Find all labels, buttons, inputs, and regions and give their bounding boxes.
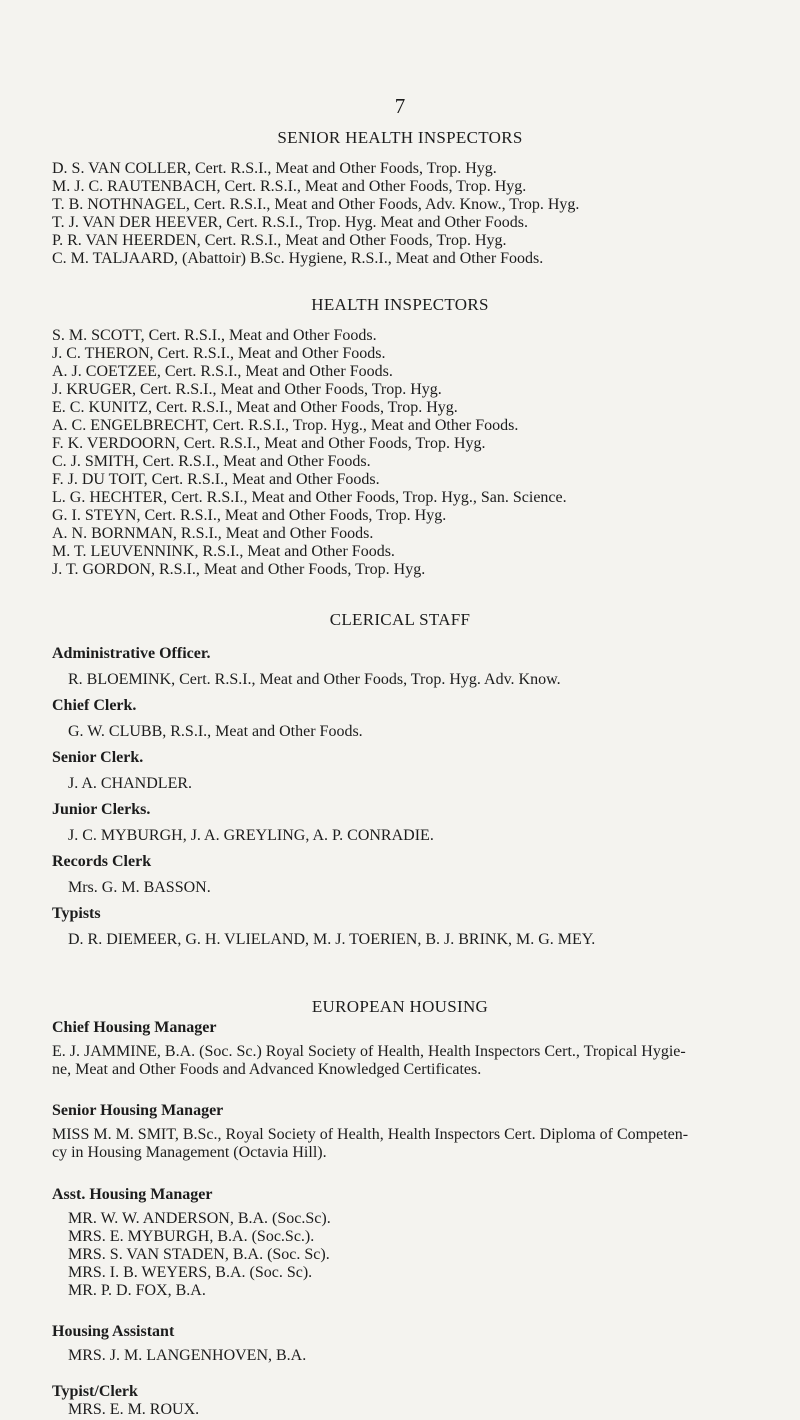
housing-line: MRS. E. M. ROUX.	[68, 1401, 200, 1418]
housing-line: MR. P. D. FOX, B.A.	[68, 1282, 206, 1299]
housing-title-asst-housing-manager: Asst. Housing Manager	[52, 1186, 213, 1203]
senior-inspector-line: D. S. VAN COLLER, Cert. R.S.I., Meat and Other Foods, Trop. Hyg.	[52, 160, 497, 177]
inspector-line: J. C. THERON, Cert. R.S.I., Meat and Other Foods.	[52, 345, 386, 362]
senior-inspector-line: P. R. VAN HEERDEN, Cert. R.S.I., Meat and Other Foods, Trop. Hyg.	[52, 232, 507, 249]
senior-inspector-line: T. B. NOTHNAGEL, Cert. R.S.I., Meat and Other Foods, Adv. Know., Trop. Hyg.	[52, 196, 580, 213]
clerical-line: J. A. CHANDLER.	[68, 775, 193, 792]
clerical-title-typists: Typists	[52, 905, 101, 922]
housing-title-housing-assistant: Housing Assistant	[52, 1323, 175, 1340]
clerical-line: D. R. DIEMEER, G. H. VLIELAND, M. J. TOERIEN, B. J. BRINK, M. G. MEY.	[68, 931, 596, 948]
housing-line: E. J. JAMMINE, B.A. (Soc. Sc.) Royal Society of Health, Health Inspectors Cert., Tropical Hygie-	[52, 1043, 686, 1060]
clerical-title-records-clerk: Records Clerk	[52, 853, 152, 870]
housing-line: MRS. S. VAN STADEN, B.A. (Soc. Sc).	[68, 1246, 330, 1263]
housing-line: cy in Housing Management (Octavia Hill).	[52, 1144, 327, 1161]
clerical-title-senior-clerk: Senior Clerk.	[52, 749, 144, 766]
housing-line: MISS M. M. SMIT, B.Sc., Royal Society of Health, Health Inspectors Cert. Diploma of Competen-	[52, 1126, 689, 1143]
section-heading-senior-health-inspectors: SENIOR HEALTH INSPECTORS	[277, 128, 523, 147]
inspector-line: A. J. COETZEE, Cert. R.S.I., Meat and Other Foods.	[52, 363, 393, 380]
clerical-line: Mrs. G. M. BASSON.	[68, 879, 211, 896]
senior-inspector-line: C. M. TALJAARD, (Abattoir) B.Sc. Hygiene, R.S.I., Meat and Other Foods.	[52, 250, 544, 267]
inspector-line: G. I. STEYN, Cert. R.S.I., Meat and Other Foods, Trop. Hyg.	[52, 507, 447, 524]
inspector-line: M. T. LEUVENNINK, R.S.I., Meat and Other Foods.	[52, 543, 395, 560]
clerical-title-chief-clerk: Chief Clerk.	[52, 697, 137, 714]
housing-line: MRS. J. M. LANGENHOVEN, B.A.	[68, 1347, 307, 1364]
inspector-line: F. K. VERDOORN, Cert. R.S.I., Meat and Other Foods, Trop. Hyg.	[52, 435, 486, 452]
housing-line: MRS. E. MYBURGH, B.A. (Soc.Sc.).	[68, 1228, 315, 1245]
clerical-title-administrative-officer: Administrative Officer.	[52, 645, 211, 662]
inspector-line: F. J. DU TOIT, Cert. R.S.I., Meat and Other Foods.	[52, 471, 380, 488]
inspector-line: A. C. ENGELBRECHT, Cert. R.S.I., Trop. Hyg., Meat and Other Foods.	[52, 417, 519, 434]
inspector-line: J. T. GORDON, R.S.I., Meat and Other Foods, Trop. Hyg.	[52, 561, 426, 578]
inspector-line: S. M. SCOTT, Cert. R.S.I., Meat and Other Foods.	[52, 327, 377, 344]
housing-title-typist-clerk: Typist/Clerk	[52, 1383, 138, 1400]
clerical-line: G. W. CLUBB, R.S.I., Meat and Other Foods.	[68, 723, 363, 740]
clerical-line: J. C. MYBURGH, J. A. GREYLING, A. P. CONRADIE.	[68, 827, 434, 844]
housing-title-chief-housing-manager: Chief Housing Manager	[52, 1019, 217, 1036]
section-heading-european-housing: EUROPEAN HOUSING	[311, 997, 489, 1016]
section-heading-clerical-staff: CLERICAL STAFF	[329, 610, 471, 629]
inspector-line: E. C. KUNITZ, Cert. R.S.I., Meat and Other Foods, Trop. Hyg.	[52, 399, 458, 416]
housing-line: ne, Meat and Other Foods and Advanced Knowledged Certificates.	[52, 1061, 482, 1078]
inspector-line: A. N. BORNMAN, R.S.I., Meat and Other Foods.	[52, 525, 374, 542]
clerical-title-junior-clerks: Junior Clerks.	[52, 801, 151, 818]
housing-line: MR. W. W. ANDERSON, B.A. (Soc.Sc).	[68, 1210, 331, 1227]
section-heading-health-inspectors: HEALTH INSPECTORS	[311, 295, 489, 314]
senior-inspector-line: M. J. C. RAUTENBACH, Cert. R.S.I., Meat and Other Foods, Trop. Hyg.	[52, 178, 527, 195]
clerical-line: R. BLOEMINK, Cert. R.S.I., Meat and Other Foods, Trop. Hyg. Adv. Know.	[68, 671, 561, 688]
page-number: 7	[394, 94, 406, 118]
housing-line: MRS. I. B. WEYERS, B.A. (Soc. Sc).	[68, 1264, 313, 1281]
inspector-line: C. J. SMITH, Cert. R.S.I., Meat and Other Foods.	[52, 453, 371, 470]
senior-inspector-line: T. J. VAN DER HEEVER, Cert. R.S.I., Trop. Hyg. Meat and Other Foods.	[52, 214, 529, 231]
inspector-line: L. G. HECHTER, Cert. R.S.I., Meat and Other Foods, Trop. Hyg., San. Science.	[52, 489, 567, 506]
housing-title-senior-housing-manager: Senior Housing Manager	[52, 1102, 224, 1119]
inspector-line: J. KRUGER, Cert. R.S.I., Meat and Other Foods, Trop. Hyg.	[52, 381, 442, 398]
